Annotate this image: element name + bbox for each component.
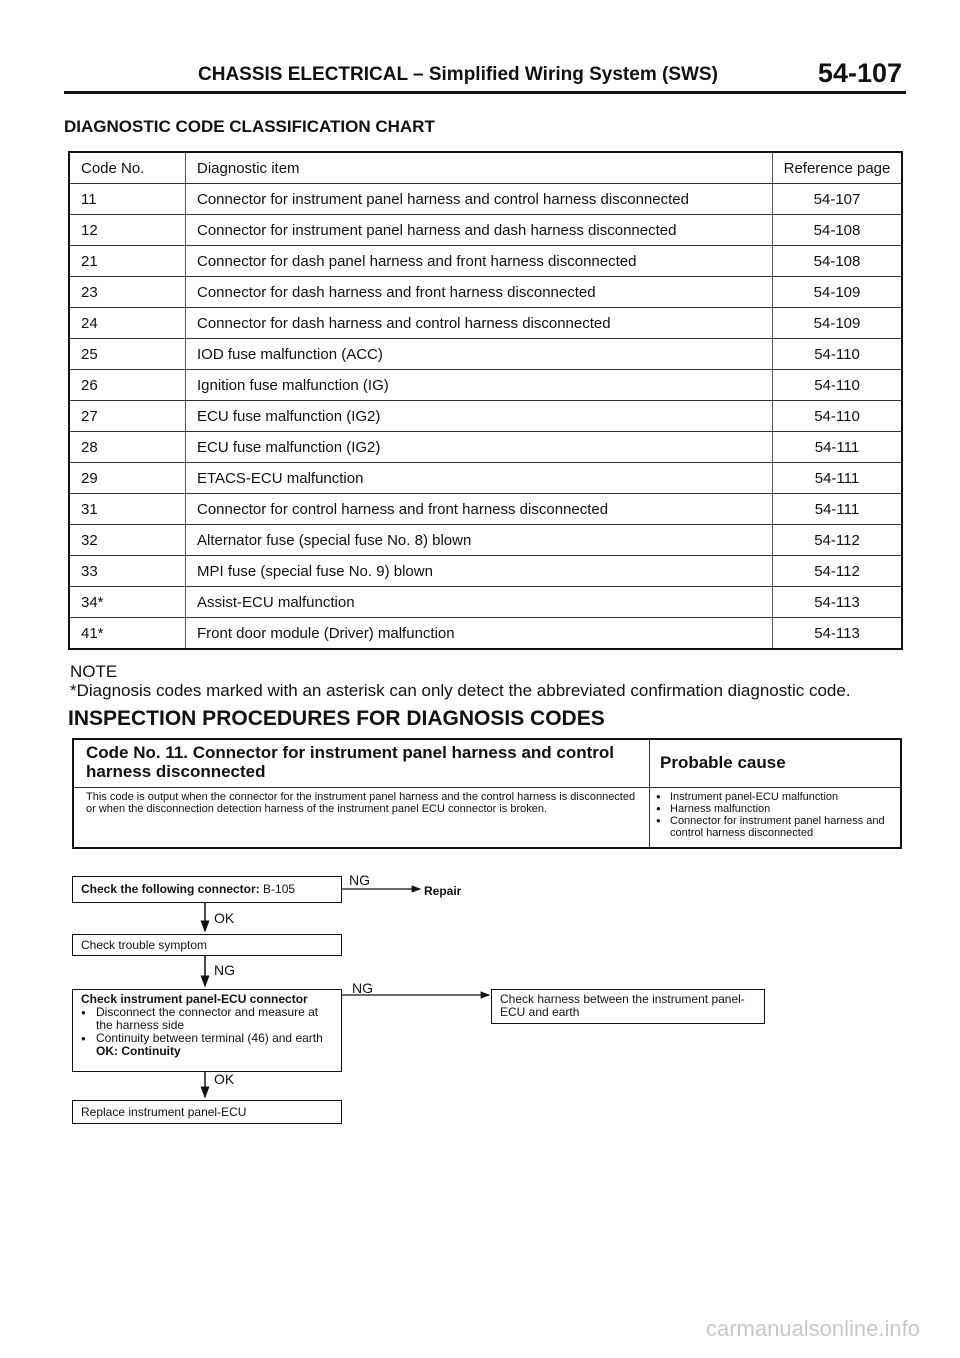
cell-diagnostic-item: Connector for instrument panel harness and dash harness disconnected xyxy=(186,215,773,246)
check-ecu-connector-box xyxy=(72,989,342,1072)
check-trouble-symptom-box: Check trouble symptom xyxy=(72,934,342,956)
page-number: 54-107 xyxy=(817,58,902,88)
ng-label-2: NG xyxy=(214,962,235,978)
column-header-reference: Reference page xyxy=(773,152,903,184)
cell-reference-page: 54-113 xyxy=(773,618,903,650)
cell-code: 32 xyxy=(69,525,186,556)
table-row xyxy=(69,246,902,277)
repair-label: Repair xyxy=(424,884,462,898)
cell-reference-page: 54-109 xyxy=(773,308,903,339)
table-row xyxy=(69,494,902,525)
table-header-row xyxy=(69,152,902,184)
replace-ecu-box: Replace instrument panel-ECU xyxy=(72,1100,342,1124)
cell-reference-page: 54-110 xyxy=(773,401,903,432)
cell-diagnostic-item: ETACS-ECU malfunction xyxy=(186,463,773,494)
cell-diagnostic-item: Ignition fuse malfunction (IG) xyxy=(186,370,773,401)
cell-reference-page: 54-111 xyxy=(773,432,903,463)
cell-reference-page: 54-112 xyxy=(773,525,903,556)
code-box-divider xyxy=(649,740,650,847)
cell-code: 24 xyxy=(69,308,186,339)
cell-reference-page: 54-111 xyxy=(773,494,903,525)
diagnostic-code-table xyxy=(68,151,903,650)
probable-cause-item: ● Connector for instrument panel harness and control harness disconnected xyxy=(656,815,896,839)
cell-reference-page: 54-108 xyxy=(773,215,903,246)
cell-diagnostic-item: ECU fuse malfunction (IG2) xyxy=(186,432,773,463)
check-ecu-step: ● Continuity between terminal (46) and earth xyxy=(81,1032,333,1045)
cell-code: 26 xyxy=(69,370,186,401)
classification-chart-title: DIAGNOSTIC CODE CLASSIFICATION CHART xyxy=(64,117,435,136)
cell-reference-page: 54-110 xyxy=(773,370,903,401)
code-11-description: This code is output when the connector for the instrument panel harness and the control harness is disconnected or when the disconnection detection harness of the instrument panel ECU connector is broken. xyxy=(86,791,636,815)
cell-diagnostic-item: Connector for control harness and front harness disconnected xyxy=(186,494,773,525)
probable-cause-list xyxy=(656,791,896,839)
table-row xyxy=(69,618,902,650)
cell-diagnostic-item: Assist-ECU malfunction xyxy=(186,587,773,618)
table-row xyxy=(69,587,902,618)
cell-code: 12 xyxy=(69,215,186,246)
table-row xyxy=(69,184,902,215)
cell-reference-page: 54-111 xyxy=(773,463,903,494)
page-header-title: CHASSIS ELECTRICAL – Simplified Wiring System (SWS) xyxy=(198,64,718,85)
cell-code: 41* xyxy=(69,618,186,650)
table-row xyxy=(69,277,902,308)
cell-code: 21 xyxy=(69,246,186,277)
note-text: *Diagnosis codes marked with an asterisk can only detect the abbreviated confirmation diagnostic code. xyxy=(70,681,851,700)
cell-reference-page: 54-112 xyxy=(773,556,903,587)
table-row xyxy=(69,308,902,339)
ok-label-2: OK xyxy=(214,1071,235,1087)
check-ecu-ok-criterion xyxy=(81,1045,333,1058)
check-ecu-steps xyxy=(81,1006,333,1045)
code-11-box xyxy=(72,738,902,849)
column-header-item: Diagnostic item xyxy=(186,152,773,184)
cell-diagnostic-item: Front door module (Driver) malfunction xyxy=(186,618,773,650)
cell-reference-page: 54-113 xyxy=(773,587,903,618)
cell-diagnostic-item: IOD fuse malfunction (ACC) xyxy=(186,339,773,370)
ok-criterion-label: OK: xyxy=(96,1044,118,1058)
check-harness-box: Check harness between the instrument panel-ECU and earth xyxy=(491,989,765,1024)
cell-diagnostic-item: Connector for dash harness and front harness disconnected xyxy=(186,277,773,308)
probable-cause-item: ● Instrument panel-ECU malfunction xyxy=(656,791,896,803)
table-row xyxy=(69,463,902,494)
cell-code: 29 xyxy=(69,463,186,494)
connector-id: B-105 xyxy=(263,882,296,896)
table-row xyxy=(69,432,902,463)
cell-diagnostic-item: Connector for dash panel harness and front harness disconnected xyxy=(186,246,773,277)
check-connector-box xyxy=(72,876,342,903)
ng-label-1: NG xyxy=(349,872,370,888)
cell-code: 33 xyxy=(69,556,186,587)
cell-code: 28 xyxy=(69,432,186,463)
header-divider xyxy=(64,91,906,94)
table-row xyxy=(69,556,902,587)
cell-reference-page: 54-110 xyxy=(773,339,903,370)
ng-label-3: NG xyxy=(352,980,373,996)
cell-diagnostic-item: Connector for dash harness and control harness disconnected xyxy=(186,308,773,339)
note-label: NOTE xyxy=(70,662,118,681)
cell-code: 11 xyxy=(69,184,186,215)
ok-label-1: OK xyxy=(214,910,235,926)
probable-cause-item: ● Harness malfunction xyxy=(656,803,896,815)
cell-diagnostic-item: Connector for instrument panel harness and control harness disconnected xyxy=(186,184,773,215)
cell-reference-page: 54-109 xyxy=(773,277,903,308)
cell-code: 25 xyxy=(69,339,186,370)
ok-criterion-value: Continuity xyxy=(121,1044,181,1058)
check-ecu-connector-title: Check instrument panel-ECU connector xyxy=(81,992,308,1006)
table-row xyxy=(69,525,902,556)
check-connector-label: Check the following connector: xyxy=(81,882,260,896)
table-row xyxy=(69,215,902,246)
probable-cause-title: Probable cause xyxy=(660,753,786,772)
code-11-title: Code No. 11. Connector for instrument panel harness and control harness disconnected xyxy=(86,743,615,781)
column-header-code: Code No. xyxy=(69,152,186,184)
cell-code: 23 xyxy=(69,277,186,308)
inspection-procedures-title: INSPECTION PROCEDURES FOR DIAGNOSIS CODES xyxy=(68,707,605,730)
cell-code: 31 xyxy=(69,494,186,525)
cell-code: 34* xyxy=(69,587,186,618)
table-row xyxy=(69,370,902,401)
watermark: carmanualsonline.info xyxy=(705,1316,920,1341)
cell-diagnostic-item: Alternator fuse (special fuse No. 8) blown xyxy=(186,525,773,556)
table-row xyxy=(69,401,902,432)
cell-code: 27 xyxy=(69,401,186,432)
check-ecu-step: ● Disconnect the connector and measure at the harness side xyxy=(81,1006,333,1032)
cell-diagnostic-item: ECU fuse malfunction (IG2) xyxy=(186,401,773,432)
table-row xyxy=(69,339,902,370)
cell-reference-page: 54-108 xyxy=(773,246,903,277)
code-box-rule xyxy=(74,787,900,788)
cell-reference-page: 54-107 xyxy=(773,184,903,215)
cell-diagnostic-item: MPI fuse (special fuse No. 9) blown xyxy=(186,556,773,587)
